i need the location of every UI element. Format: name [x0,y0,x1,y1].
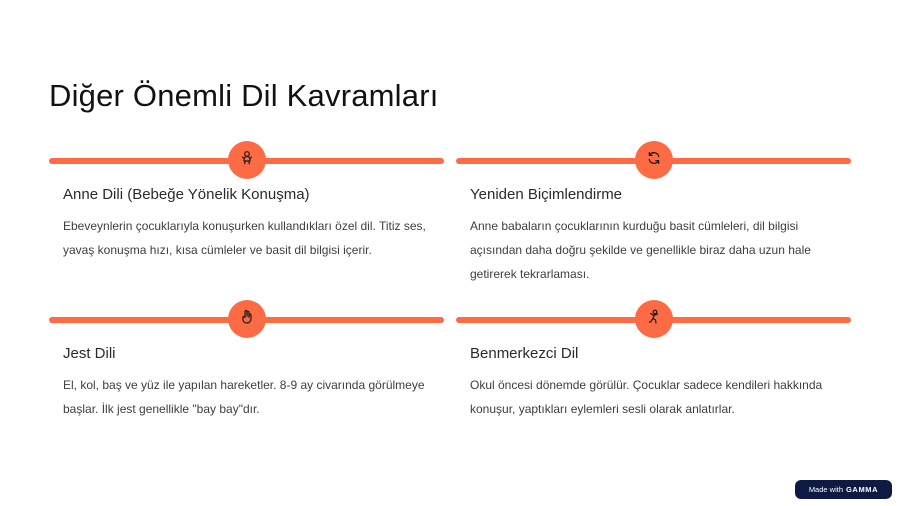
card-title: Jest Dili [63,345,116,362]
icon-badge [228,141,266,179]
card-title: Anne Dili (Bebeğe Yönelik Konuşma) [63,186,310,203]
gamma-logo: GAMMA [846,485,879,494]
refresh-icon [646,150,662,171]
card-description: El, kol, baş ve yüz ile yapılan hareketler. 8-9 ay civarında görülmeye başlar. İlk jest genellikle "bay bay"dır. [63,378,425,416]
page-title: Diğer Önemli Dil Kavramları [49,78,439,113]
icon-badge [635,300,673,338]
made-with-gamma-badge[interactable] [795,480,892,499]
card-description: Ebeveynlerin çocuklarıyla konuşurken kullandıkları özel dil. Titiz ses, yavaş konuşma hızı, kısa cümleler ve basit dil bilgisi içerir. [63,219,426,257]
icon-badge [635,141,673,179]
card-description: Okul öncesi dönemde görülür. Çocuklar sadece kendileri hakkında konuşur, yaptıkları eylemleri sesli olarak anlatırlar. [470,378,823,416]
baby-icon [239,150,255,171]
child-icon [646,309,662,330]
card-title: Yeniden Biçimlendirme [470,186,623,203]
icon-badge [228,300,266,338]
hand-gesture-icon [239,309,255,330]
badge-prefix: Made with [808,485,843,494]
card-title: Benmerkezci Dil [470,345,579,362]
card-description: Anne babaların çocuklarının kurduğu basit cümleleri, dil bilgisi açısından daha doğru şekilde ve genellikle biraz daha uzun hale getirerek tekrarlaması. [470,219,811,281]
